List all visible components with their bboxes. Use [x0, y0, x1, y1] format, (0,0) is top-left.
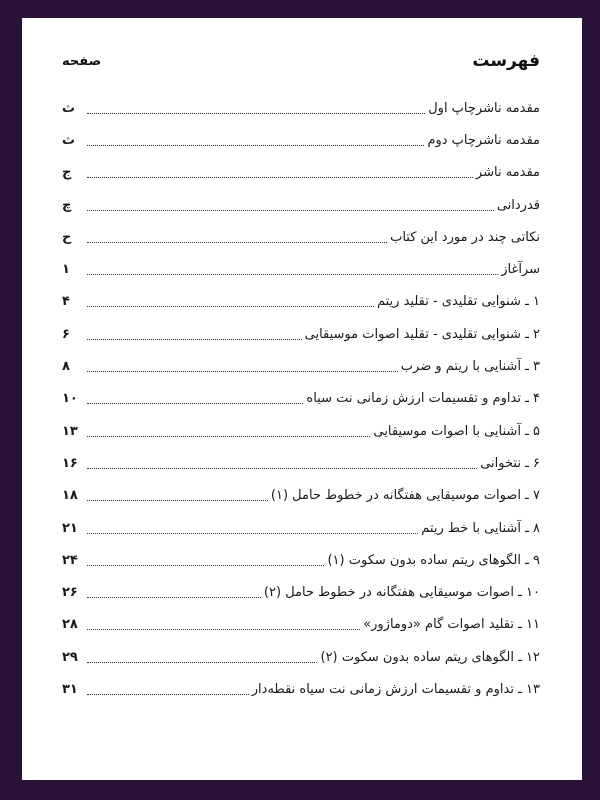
dot-leader	[87, 339, 302, 340]
toc-entry[interactable]	[62, 576, 540, 608]
toc-entry-page: ح	[62, 229, 72, 245]
dot-leader	[87, 113, 425, 114]
toc-entry-title: مقدمه ناشرچاپ اول	[428, 100, 540, 116]
dot-leader	[87, 533, 418, 534]
toc-entry-title: ۱۱ ـ تقلید اصوات گام «دوماژور»	[363, 617, 540, 633]
toc-entry-page: ث	[62, 100, 76, 116]
toc-entry-title: مقدمه ناشر	[475, 165, 540, 181]
toc-entry-page: ۱۳	[62, 423, 78, 439]
toc-entry-page: ث	[62, 132, 76, 148]
toc-entry[interactable]	[62, 673, 540, 705]
toc-entry[interactable]	[62, 253, 540, 285]
dot-leader	[87, 629, 360, 630]
toc-entry[interactable]	[62, 415, 540, 447]
toc-entry[interactable]	[62, 383, 540, 415]
toc-entry[interactable]	[62, 189, 540, 221]
toc-entry[interactable]	[62, 350, 540, 382]
dot-leader	[87, 371, 398, 372]
page-column-label: صفحه	[62, 53, 102, 69]
toc-entry-title: ۷ ـ اصوات موسیقایی هفتگانه در خطوط حامل (۱)	[270, 488, 540, 504]
toc-entry-title: ۶ ـ نتخوانی	[480, 455, 540, 471]
toc-entry-page: ۲۴	[62, 552, 78, 568]
toc-entry-title: ۳ ـ آشنایی با ریتم و ضرب	[400, 359, 540, 375]
toc-entry-title: ۴ ـ تداوم و تقسیمات ارزش زمانی نت سیاه	[306, 391, 540, 407]
toc-entry-title: ۱۳ ـ تداوم و تقسیمات ارزش زمانی نت سیاه نقطه‌دار	[251, 681, 540, 697]
toc-entry[interactable]	[62, 641, 540, 673]
toc-entry-title: مقدمه ناشرچاپ دوم	[427, 132, 540, 148]
dot-leader	[87, 436, 370, 437]
toc-entry[interactable]	[62, 92, 540, 124]
toc-entry-page: ۱۰	[62, 391, 78, 407]
toc-entry[interactable]	[62, 221, 540, 253]
toc-entry[interactable]	[62, 512, 540, 544]
toc-entry-page: ۲۶	[62, 585, 78, 601]
dot-leader	[87, 274, 498, 275]
toc-list	[62, 92, 540, 706]
toc-entry-title: نکاتی چند در مورد این کتاب	[390, 229, 540, 245]
toc-entry-page: چ	[62, 197, 72, 213]
toc-entry-page: ۱	[62, 262, 70, 278]
toc-entry-page: ۲۹	[62, 649, 78, 665]
toc-entry-page: ج	[62, 165, 72, 181]
toc-title: فهرست	[472, 51, 540, 71]
toc-entry[interactable]	[62, 124, 540, 156]
toc-entry-page: ۸	[62, 359, 70, 375]
toc-entry-title: ۹ ـ الگوهای ریتم ساده بدون سکوت (۱)	[327, 552, 540, 568]
toc-entry[interactable]	[62, 480, 540, 512]
toc-entry-title: ۱ ـ شنوایی تقلیدی - تقلید ریتم	[376, 294, 540, 310]
toc-entry[interactable]	[62, 447, 540, 479]
document-page	[22, 18, 582, 780]
toc-entry-title: ۱۲ ـ الگوهای ریتم ساده بدون سکوت (۲)	[320, 649, 540, 665]
dot-leader	[87, 694, 249, 695]
toc-entry-page: ۲۸	[62, 617, 78, 633]
toc-entry[interactable]	[62, 318, 540, 350]
dot-leader	[87, 403, 303, 404]
dot-leader	[87, 468, 477, 469]
toc-entry-page: ۱۸	[62, 488, 78, 504]
toc-entry-title: سرآغاز	[501, 262, 540, 278]
toc-entry-page: ۴	[62, 294, 70, 310]
dot-leader	[87, 662, 317, 663]
dot-leader	[87, 565, 324, 566]
toc-entry-title: ۱۰ ـ اصوات موسیقایی هفتگانه در خطوط حامل (۲)	[263, 585, 540, 601]
dot-leader	[87, 177, 473, 178]
toc-entry-page: ۱۶	[62, 455, 78, 471]
toc-entry-page: ۶	[62, 326, 70, 342]
toc-entry-page: ۳۱	[62, 681, 78, 697]
toc-entry-page: ۲۱	[62, 520, 78, 536]
toc-entry[interactable]	[62, 609, 540, 641]
toc-entry-title: ۸ ـ آشنایی با خط ریتم	[421, 520, 540, 536]
dot-leader	[87, 242, 387, 243]
toc-header	[62, 48, 540, 74]
dot-leader	[87, 597, 261, 598]
dot-leader	[87, 210, 494, 211]
toc-entry[interactable]	[62, 544, 540, 576]
toc-entry[interactable]	[62, 286, 540, 318]
toc-entry-title: ۵ ـ آشنایی با اصوات موسیقایی	[373, 423, 540, 439]
toc-entry[interactable]	[62, 157, 540, 189]
toc-entry-title: قدردانی	[496, 197, 540, 213]
dot-leader	[87, 145, 424, 146]
toc-entry-title: ۲ ـ شنوایی تقلیدی - تقلید اصوات موسیقایی	[304, 326, 540, 342]
dot-leader	[87, 500, 268, 501]
dot-leader	[87, 306, 374, 307]
